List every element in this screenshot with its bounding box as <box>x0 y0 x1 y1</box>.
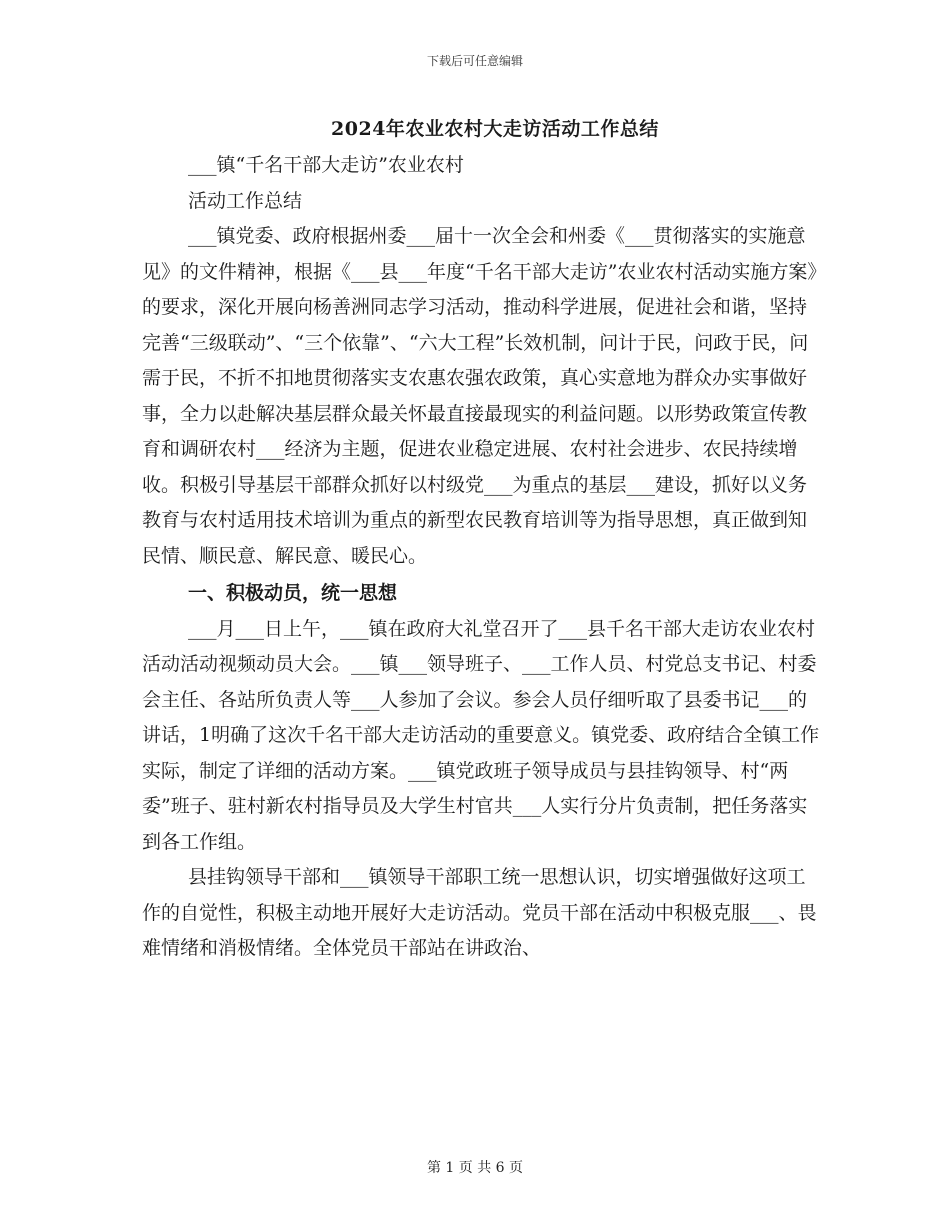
subtitle-line-1: ___镇“千名干部大走访”农业农村 <box>188 154 464 176</box>
section-paragraph: 县挂钩领导干部和___镇领导干部职工统一思想认识，切实增强做好这项工作的自觉性，积极主动地开展好大走访活动。党员干部在活动中积极克服___、畏难情绪和消极情绪。全体党员干部站在讲政治、 <box>142 866 817 959</box>
section-heading: 一、积极动员，统一思想 <box>188 582 398 604</box>
header-note: 下载后可任意编辑 <box>426 54 523 68</box>
document-body <box>142 148 822 967</box>
section-paragraph: ___月___日上午，___镇在政府大礼堂召开了___县千名干部大走访农业农村活动活动视频动员大会。___镇___领导班子、___工作人员、村党总支书记、村委会主任、各站所负责人等___人参加了会议。参会人员仔细听取了县委书记___的讲话，1明确了这次千名干部大走访活动的重要意义。镇党委、政府结合全镇工作实际，制定了详细的活动方案。___镇党政班子领导成员与县挂钩领导、村“两委”班子、驻村新农村指导员及大学生村官共___人实行分片负责制，把任务落实到各工作组。 <box>142 617 820 853</box>
intro-paragraph: ___镇党委、政府根据州委___届十一次全会和州委《___贯彻落实的实施意见》的文件精神，根据《___县___年度“千名干部大走访”农业农村活动实施方案》的要求，深化开展向杨善洲同志学习活动，推动科学进展，促进社会和谐，坚持完善“三级联动”、“三个依靠”、“六大工程”长效机制，问计于民，问政于民，问需于民，不折不扣地贯彻落实支农惠农强农政策，真心实意地为群众办实事做好事，全力以赴解决基层群众最关怀最直接最现实的利益问题。以形势政策宣传教育和调研农村___经济为主题，促进农业稳定进展、农村社会进步、农民持续增收。积极引导基层干部群众抓好以村级党___为重点的基层___建设，抓好以义务教育与农村适用技术培训为重点的新型农民教育培训等为指导思想，真正做到知民情、顺民意、解民意、暖民心。 <box>142 225 817 567</box>
page-footer: 第 1 页 共 6 页 <box>426 1160 524 1176</box>
document-title: 2024年农业农村大走访活动工作总结 <box>331 118 659 140</box>
subtitle-line-2: 活动工作总结 <box>188 189 303 212</box>
